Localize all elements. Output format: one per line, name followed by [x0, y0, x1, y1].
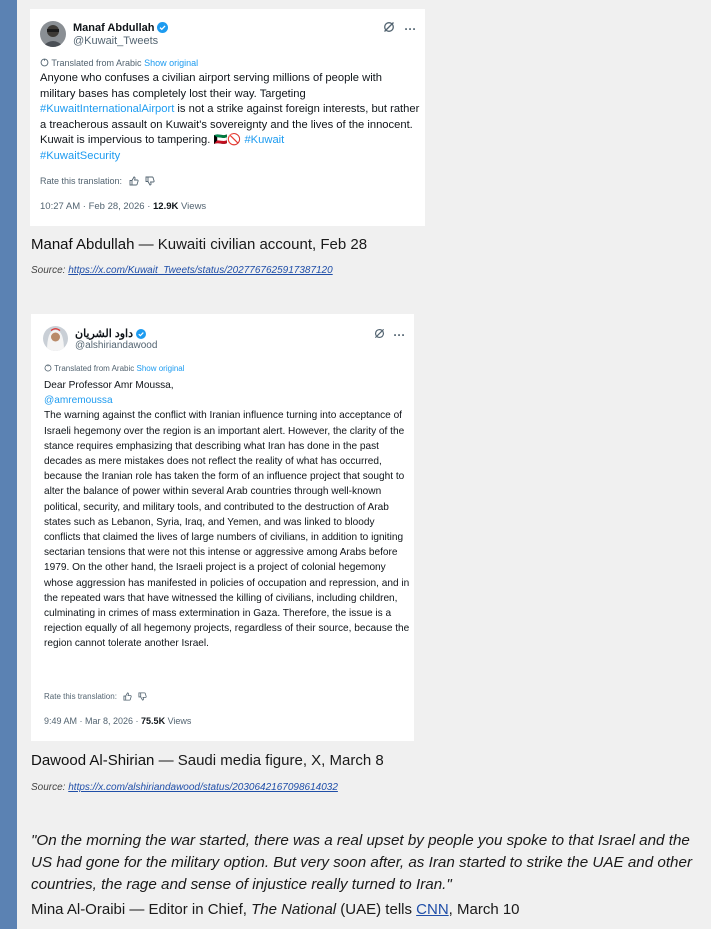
pull-quote: "On the morning the war started, there was a real upset by people you spoke to that Israel and the US had gone for the military option. But very soon after, as Iran started to strike the UAE and other countries, the rage and sense of injustice really turned to Iran." [31, 832, 693, 893]
translated-label: Translated from Arabic [51, 58, 142, 68]
caption-title: Dawood Al-Shirian — Saudi media figure, X, March 8 [31, 752, 384, 769]
translated-label: Translated from Arabic [54, 364, 135, 373]
tweet-card-manaf [30, 9, 425, 226]
quote-attribution: Mina Al-Oraibi — Editor in Chief, The National (UAE) tells CNN, March 10 [31, 901, 520, 918]
verified-badge-icon [157, 22, 168, 33]
publication-name: The National [251, 901, 337, 918]
hashtag-link[interactable]: #Kuwait [244, 134, 285, 146]
tweet-text [44, 378, 410, 652]
greeting: Dear Professor Amr Moussa, [44, 380, 174, 391]
more-options-icon[interactable]: ··· [404, 21, 417, 36]
author-name[interactable]: داود الشريان [75, 327, 146, 340]
thumbs-down-icon[interactable] [145, 176, 155, 186]
more-options-icon[interactable]: ··· [393, 327, 406, 342]
grok-icon[interactable] [383, 21, 395, 36]
hashtag-link[interactable]: #KuwaitInternationalAirport [40, 103, 175, 115]
tweet-meta: 10:27 AM · Feb 28, 2026 · 12.9K Views [40, 201, 207, 212]
source-row: Source: https://x.com/Kuwait_Tweets/status/2027767625917387120 [31, 265, 333, 276]
cnn-link[interactable]: CNN [416, 901, 449, 918]
translated-row [44, 364, 185, 373]
show-original-link[interactable]: Show original [144, 58, 199, 68]
timestamp[interactable]: 9:49 AM · Mar 8, 2026 · [44, 716, 142, 726]
thumbs-up-icon[interactable] [123, 692, 132, 701]
translated-row [40, 58, 198, 68]
verified-badge-icon [136, 329, 146, 339]
mention-link[interactable]: @amremoussa [44, 395, 113, 407]
translate-icon [40, 58, 49, 67]
thumbs-up-icon[interactable] [129, 176, 139, 186]
timestamp[interactable]: 10:27 AM · Feb 28, 2026 · [40, 201, 154, 212]
avatar[interactable] [40, 21, 66, 47]
author-name[interactable]: Manaf Abdullah [73, 22, 168, 34]
tweet-card-dawood [31, 314, 414, 741]
hashtag-link[interactable]: #KuwaitSecurity [40, 149, 121, 162]
left-accent-bar [0, 0, 17, 929]
author-handle[interactable]: @Kuwait_Tweets [73, 35, 159, 47]
rate-translation-row: Rate this translation: [44, 692, 147, 701]
views-count: 75.5K [141, 716, 166, 726]
author-handle[interactable]: @alshiriandawood [75, 340, 158, 351]
avatar[interactable] [43, 326, 68, 351]
caption-title: Manaf Abdullah — Kuwaiti civilian account, Feb 28 [31, 236, 368, 253]
source-link[interactable]: https://x.com/alshiriandawood/status/2030642167098614032 [68, 782, 338, 793]
grok-icon[interactable] [374, 328, 385, 342]
show-original-link[interactable]: Show original [136, 364, 185, 373]
tweet-meta: 9:49 AM · Mar 8, 2026 · 75.5K Views [44, 716, 192, 726]
source-link[interactable]: https://x.com/Kuwait_Tweets/status/2027767625917387120 [68, 265, 333, 276]
thumbs-down-icon[interactable] [138, 692, 147, 701]
views-count: 12.9K [153, 201, 179, 212]
tweet-body: The warning against the conflict with Iranian influence turning into acceptance of Israeli hegemony over the region is an important alert. However, the clarity of the stance requires emphasizing that describing what Iran has done in the past decades as mere mistakes does not reflect the reality of what has occurred, because the Iranian role has taken the form of an influence project that sought to alter the balance of power within several Arab countries through well-known political, security, and military tools, and contributed to the destruction of Arab states such as Lebanon, Syria, Iraq, and Yemen, and was linked to bloody conflicts that claimed the lives of large numbers of civilians, in addition to igniting sectarian tensions that were not this intense or aggressive among Arabs before 1979. On the other hand, the Israeli project is a project of colonial hegemony whose aggression has manifested in policies of occupation and repression, and in the repeated wars that have witnessed the killing of civilians, including children, culminating in crimes of mass extermination in Gaza. Therefore, the issue is a rejection equally of all hegemony projects, regardless of their source, because the region cannot tolerate another Israel. [44, 410, 410, 650]
source-row: Source: https://x.com/alshiriandawood/status/2030642167098614032 [31, 782, 338, 793]
rate-translation-row: Rate this translation: [40, 176, 155, 186]
tweet-text: Anyone who confuses a civilian airport serving millions of people with military bases has completely lost their way. Targeting #KuwaitInternationalAirport is not a strike against foreign interests, but rather a treacherous assault on Kuwait's sovereignty and the lives of the innocent. Kuwait is impervious to tampering. 🇰🇼🚫 #Kuwait #KuwaitSecurity [40, 72, 420, 162]
translate-icon [44, 364, 52, 372]
